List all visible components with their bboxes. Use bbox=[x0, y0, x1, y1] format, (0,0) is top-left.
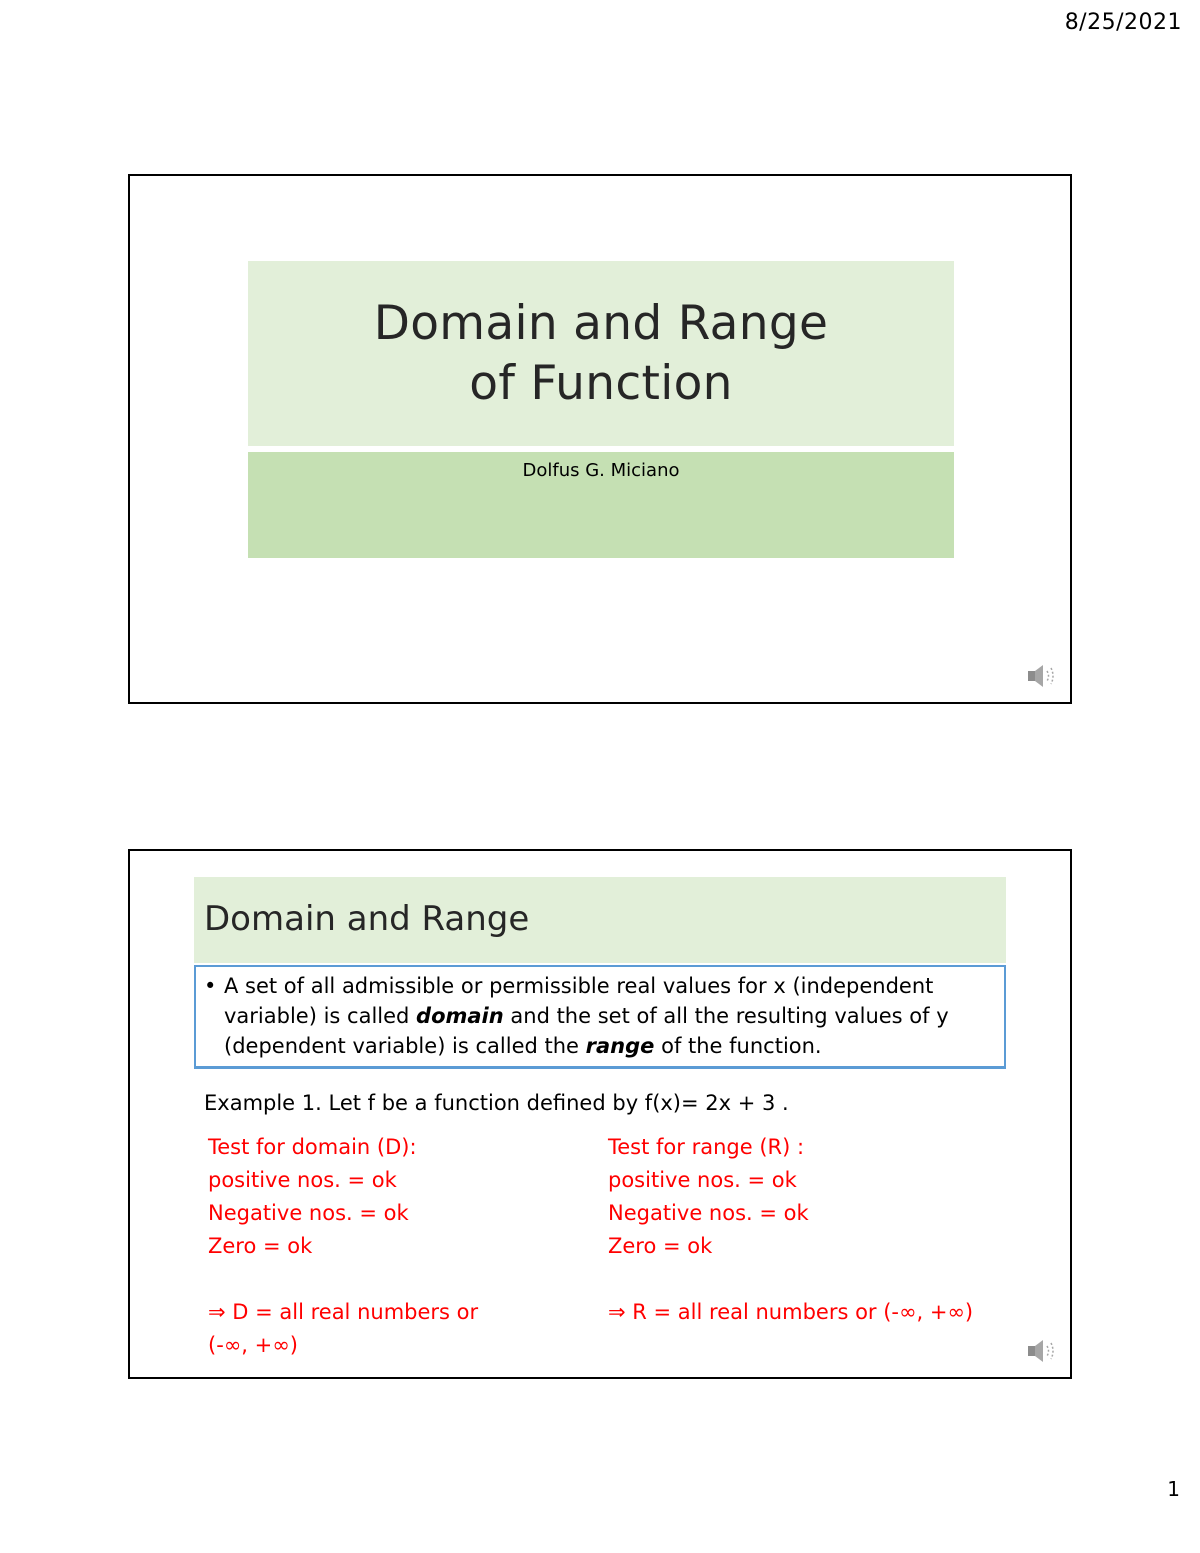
range-test-title: Test for range (R) : bbox=[608, 1135, 805, 1159]
domain-test bbox=[208, 1131, 538, 1362]
subtitle-block bbox=[248, 452, 954, 558]
slide-1 bbox=[128, 174, 1072, 704]
spacer bbox=[608, 1263, 1028, 1296]
definition-box bbox=[194, 965, 1006, 1069]
heading-block bbox=[194, 877, 1006, 963]
bullet-point: • bbox=[204, 974, 217, 998]
title-block bbox=[248, 261, 954, 446]
speaker-icon[interactable] bbox=[1026, 1337, 1058, 1365]
slide-title-line-1: Domain and Range bbox=[373, 295, 829, 351]
definition-text bbox=[204, 971, 994, 1061]
domain-test-zero: Zero = ok bbox=[208, 1234, 313, 1258]
slide-title bbox=[374, 294, 828, 414]
page-number: 1 bbox=[1167, 1477, 1180, 1501]
slide-heading: Domain and Range bbox=[204, 899, 530, 939]
author-name: Dolfus G. Miciano bbox=[522, 460, 680, 481]
range-test-negative: Negative nos. = ok bbox=[608, 1201, 809, 1225]
range-conclusion: ⇒ R = all real numbers or (-∞, +∞) bbox=[608, 1300, 974, 1324]
domain-conclusion: ⇒ D = all real numbers or bbox=[208, 1300, 479, 1324]
domain-test-negative: Negative nos. = ok bbox=[208, 1201, 409, 1225]
domain-conclusion-interval: (-∞, +∞) bbox=[208, 1333, 298, 1357]
slide-title-line-2: of Function bbox=[469, 355, 733, 411]
speaker-icon[interactable] bbox=[1026, 662, 1058, 690]
slide-2 bbox=[128, 849, 1072, 1379]
term-domain: domain bbox=[416, 1004, 504, 1028]
range-test-positive: positive nos. = ok bbox=[608, 1168, 797, 1192]
domain-test-positive: positive nos. = ok bbox=[208, 1168, 397, 1192]
example-statement: Example 1. Let f be a function defined by f(x)= 2x + 3 . bbox=[204, 1091, 789, 1115]
term-range: range bbox=[585, 1034, 655, 1058]
page-date: 8/25/2021 bbox=[1064, 10, 1182, 35]
definition-part-2: and the set of all the resulting values of y (dependent variable) is called the bbox=[224, 1004, 949, 1058]
definition-part-3: of the function. bbox=[654, 1034, 822, 1058]
range-test-zero: Zero = ok bbox=[608, 1234, 713, 1258]
domain-test-title: Test for domain (D): bbox=[208, 1135, 417, 1159]
spacer bbox=[208, 1263, 538, 1296]
range-test bbox=[608, 1131, 1028, 1329]
definition-part-1: A set of all admissible or permissible real values for x (independent variable) is called bbox=[224, 974, 934, 1028]
